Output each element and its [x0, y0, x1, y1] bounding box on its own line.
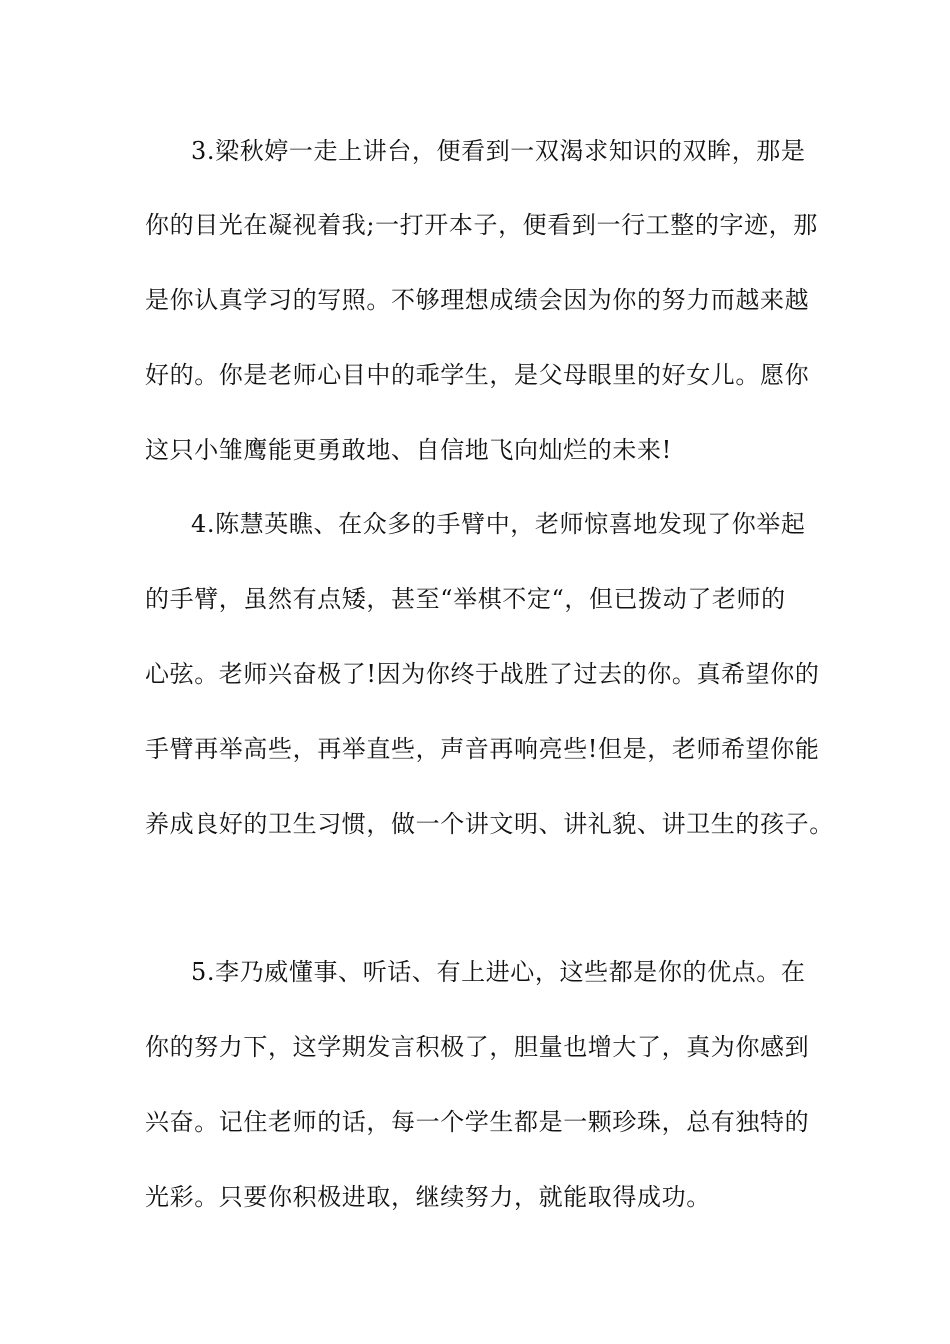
paragraph-line: 5.李乃威懂事、听话、有上进心，这些都是你的优点。在 [191, 958, 806, 986]
paragraph-line: 你的目光在凝视着我;一打开本子，便看到一行工整的字迹，那 [145, 211, 818, 239]
paragraph-line: 光彩。只要你积极进取，继续努力，就能取得成功。 [145, 1183, 711, 1211]
paragraph-line: 心弦。老师兴奋极了!因为你终于战胜了过去的你。真希望你的 [145, 660, 820, 688]
paragraph-line: 养成良好的卫生习惯，做一个讲文明、讲礼貌、讲卫生的孩子。 [145, 810, 834, 838]
paragraph-line: 这只小雏鹰能更勇敢地、自信地飞向灿烂的未来! [145, 436, 672, 464]
paragraph-line: 是你认真学习的写照。不够理想成绩会因为你的努力而越来越 [145, 286, 810, 314]
paragraph-line: 的手臂，虽然有点矮，甚至“举棋不定“，但已拨动了老师的 [145, 585, 786, 613]
paragraph-line: 兴奋。记住老师的话，每一个学生都是一颗珍珠，总有独特的 [145, 1108, 810, 1136]
paragraph-line: 4.陈慧英瞧、在众多的手臂中，老师惊喜地发现了你举起 [191, 510, 806, 538]
paragraph-line: 你的努力下，这学期发言积极了，胆量也增大了，真为你感到 [145, 1033, 810, 1061]
paragraph-line: 手臂再举高些，再举直些，声音再响亮些!但是，老师希望你能 [145, 735, 820, 763]
paragraph-line: 好的。你是老师心目中的乖学生，是父母眼里的好女儿。愿你 [145, 361, 810, 389]
paragraph-line: 3.梁秋婷一走上讲台，便看到一双渴求知识的双眸，那是 [191, 137, 806, 165]
